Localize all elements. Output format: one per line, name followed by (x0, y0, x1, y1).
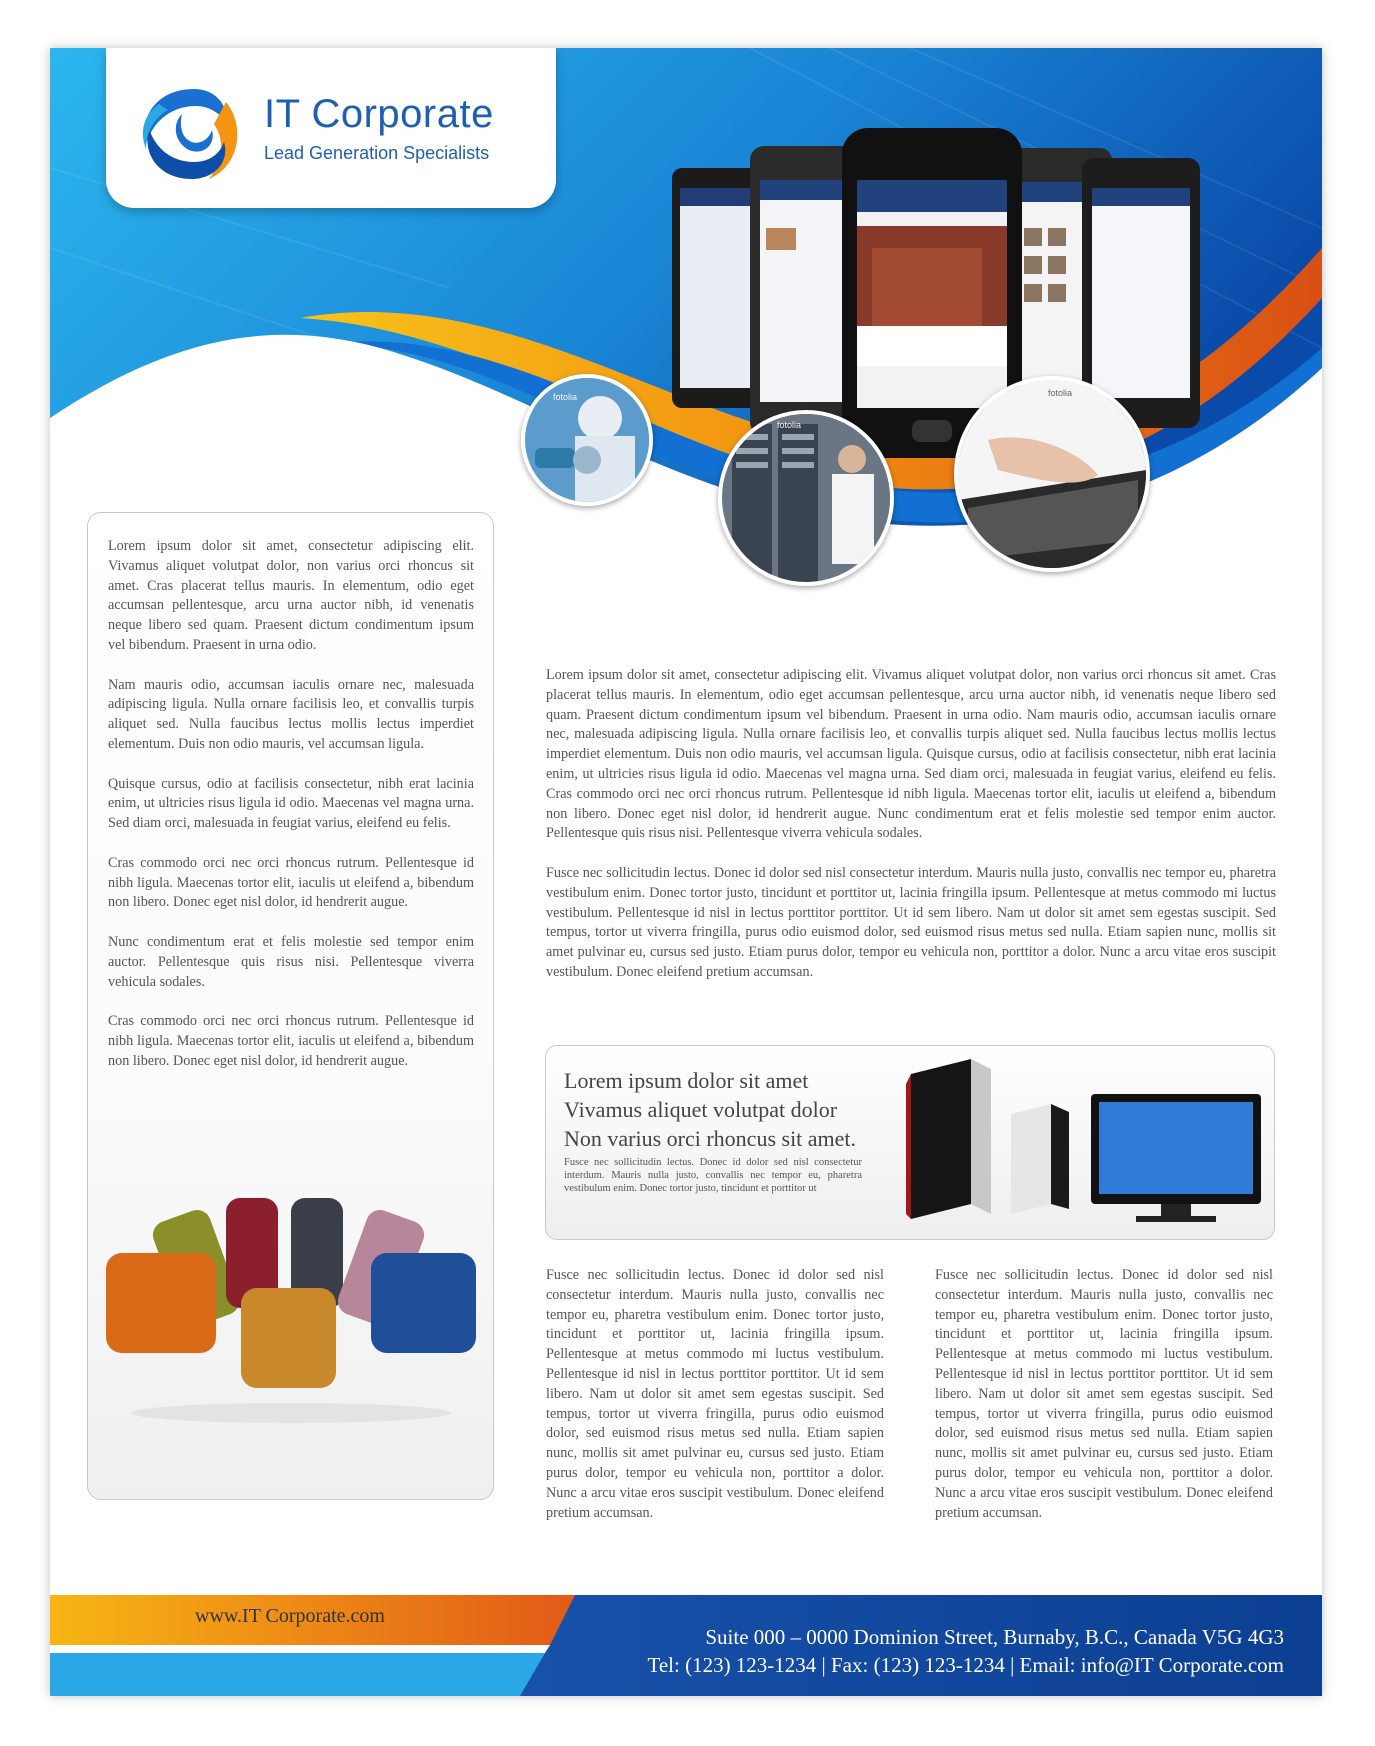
logo-swirl-icon (134, 84, 252, 189)
sidebar-paragraph: Lorem ipsum dolor sit amet, consectetur adipiscing elit. Vivamus aliquet volutpat dolor, non varius orci rhoncus sit amet. Cras placerat tellus mauris. In elementum, odio eget accumsan pellentesque, arcu urna auctor nibh, id venenatis neque libero sed quam. Praesent dictum condimentum ipsum vel bibendum. Praesent in urna odio. (108, 538, 474, 653)
sidebar-paragraph: Cras commodo orci nec orci rhoncus rutrum. Pellentesque id nibh ligula. Maecenas tortor elit, iaculis ut eleifend a, bibendum non libero. Donec eget nisl dolor, id hendrerit augue. (108, 1013, 474, 1069)
logo-panel (106, 48, 556, 208)
photo-lab-scientist (521, 374, 653, 506)
promo-body: Fusce nec sollicitudin lectus. Donec id dolor sed nisl consectetur interdum. Mauris nulla justo, convallis nec tempor eu, pharetra vestibulum enim. Donec tortor justo, tincidunt et porttitor ut (564, 1157, 862, 1194)
promo-box (545, 1045, 1275, 1240)
footer-website-link[interactable]: www.IT Corporate.com (195, 1605, 385, 1627)
column-right: Fusce nec sollicitudin lectus. Donec id dolor sed nisl consectetur interdum. Mauris nulla justo, convallis nec tempor eu, pharetra vestibulum enim. Donec tortor justo, tincidunt et porttitor ut, lacinia fringilla ipsum. Pellentesque at metus commodo mi luctus vestibulum. Pellentesque id nisl in lectus porttitor porttitor. Ut id sem libero. Nam ut dolor sit amet sem egestas suscipit. Sed tempus, tortor ut viverra fringilla, purus odio euismod dolor, sed euismod risus metus sed nulla. Etiam sapien nunc, mollis sit amet pulvinar eu, cursus sed justo. Etiam purus dolor, tempor eu vehicula non, porttitor a dolor. Nunc a arcu vitae eros suscipit vestibulum. Donec eleifend pretium accumsan. (935, 1267, 1273, 1521)
footer-address: Suite 000 – 0000 Dominion Street, Burnaby, B.C., Canada V5G 4G3 (705, 1625, 1284, 1649)
promo-headline (564, 1066, 904, 1153)
sidebar-paragraph: Nam mauris odio, accumsan iaculis ornare nec, malesuada adipiscing ligula. Nulla ornare facilisis leo, et convallis turpis aliquet sed. Nulla faucibus lectus mollis lectus imperdiet elementum. Duis non odio mauris, vel accumsan ligula. (108, 676, 474, 752)
sidebar-paragraph: Nunc condimentum erat et felis molestie sed tempor enim auctor. Pellentesque quis risus nisi. Pellentesque viverra vehicula sodales. (108, 933, 474, 990)
watermark-text: fotolia (777, 420, 802, 430)
photo-laptop-typing (954, 376, 1150, 572)
main-paragraph: Fusce nec sollicitudin lectus. Donec id dolor sed nisl consectetur interdum. Mauris nulla justo, convallis nec tempor eu, pharetra vestibulum enim. Donec tortor justo, tincidunt et porttitor ut, lacinia fringilla ipsum. Pellentesque at metus commodo mi luctus vestibulum. Pellentesque id nisl in lectus porttitor porttitor. Ut id sem libero. Nam ut dolor sit amet sem egestas suscipit. Sed tempus, tortor ut viverra fringilla, purus odio euismod dolor, sed euismod risus metus sed nulla. Etiam sapien nunc, mollis sit amet pulvinar eu, cursus sed justo. Etiam purus dolor, tempor eu vehicula non, porttitor a dolor. Nunc a arcu vitae eros suscipit vestibulum. Donec eleifend pretium accumsan. (546, 864, 1276, 980)
footer-contact-info (647, 1623, 1284, 1679)
desktop-computers-image (891, 1054, 1266, 1239)
footer-bar (50, 1595, 1322, 1696)
sidebar-text (108, 537, 474, 1091)
watermark-text: fotolia (1048, 388, 1073, 398)
column-left: Fusce nec sollicitudin lectus. Donec id dolor sed nisl consectetur interdum. Mauris nulla justo, convallis nec tempor eu, pharetra vestibulum enim. Donec tortor justo, tincidunt et porttitor ut, lacinia fringilla ipsum. Pellentesque at metus commodo mi luctus vestibulum. Pellentesque id nisl in lectus porttitor porttitor. Ut id sem libero. Nam ut dolor sit amet sem egestas suscipit. Sed tempus, tortor ut viverra fringilla, purus odio euismod dolor, sed euismod risus metus sed nulla. Etiam sapien nunc, mollis sit amet pulvinar eu, cursus sed justo. Etiam purus dolor, tempor eu vehicula non, porttitor a dolor. Nunc a arcu vitae eros suscipit vestibulum. Donec eleifend pretium accumsan. (546, 1267, 884, 1521)
sidebar-panel (87, 512, 494, 1500)
main-article (546, 666, 1276, 1003)
photo-server-room (718, 410, 894, 586)
main-paragraph: Lorem ipsum dolor sit amet, consectetur adipiscing elit. Vivamus aliquet volutpat dolor, non varius orci rhoncus sit amet. Cras placerat tellus mauris. In elementum, odio eget accumsan pellentesque, arcu urna auctor nibh, id venenatis neque libero sed quam. Praesent dictum condimentum ipsum vel bibendum. Praesent in urna odio. Nam mauris odio, accumsan iaculis ornare nec, malesuada adipiscing ligula. Nulla ornare facilisis leo, et convallis turpis aliquet sed. Nulla faucibus lectus mollis lectus imperdiet elementum. Duis non odio mauris, vel accumsan ligula. Quisque cursus, odio at facilisis consectetur, nibh erat lacinia enim, ut ultricies risus ligula id odio. Maecenas vel magna urna. Sed diam orci, malesuada in feugiat varius, eleifend eu felis. Cras commodo orci nec orci rhoncus rutrum. Pellentesque id nibh ligula. Maecenas tortor elit, iaculis ut eleifend a, bibendum non libero. Donec eget nisl dolor, id hendrerit augue. Nunc condimentum erat et felis molestie sed tempor enim auctor. Pellentesque quis risus nisi. Pellentesque viverra vehicula sodales. (546, 667, 1276, 842)
sidebar-paragraph: Quisque cursus, odio at facilisis consectetur, nibh erat lacinia enim, ut ultricies risus ligula id odio. Maecenas vel magna urna. Sed diam orci, malesuada in feugiat varius, eleifend eu felis. (108, 775, 474, 832)
footer-phone-email: Tel: (123) 123-1234 | Fax: (123) 123-1234 | Email: info@IT Corporate.com (647, 1653, 1284, 1677)
promo-headline-line: Lorem ipsum dolor sit amet (564, 1068, 809, 1093)
company-tagline: Lead Generation Specialists (264, 143, 490, 163)
promo-headline-line: Vivamus aliquet volutpat dolor (564, 1097, 838, 1122)
watermark-text: fotolia (553, 392, 578, 402)
company-name: IT Corporate (264, 92, 494, 136)
sidebar-paragraph: Cras commodo orci nec orci rhoncus rutrum. Pellentesque id nibh ligula. Maecenas tortor elit, iaculis ut eleifend a, bibendum non libero. Donec eget nisl dolor, id hendrerit augue. (108, 854, 474, 911)
brochure-page (50, 48, 1322, 1696)
colorful-computers-image (106, 1193, 476, 1438)
promo-headline-line: Non varius orci rhoncus sit amet. (564, 1126, 857, 1151)
